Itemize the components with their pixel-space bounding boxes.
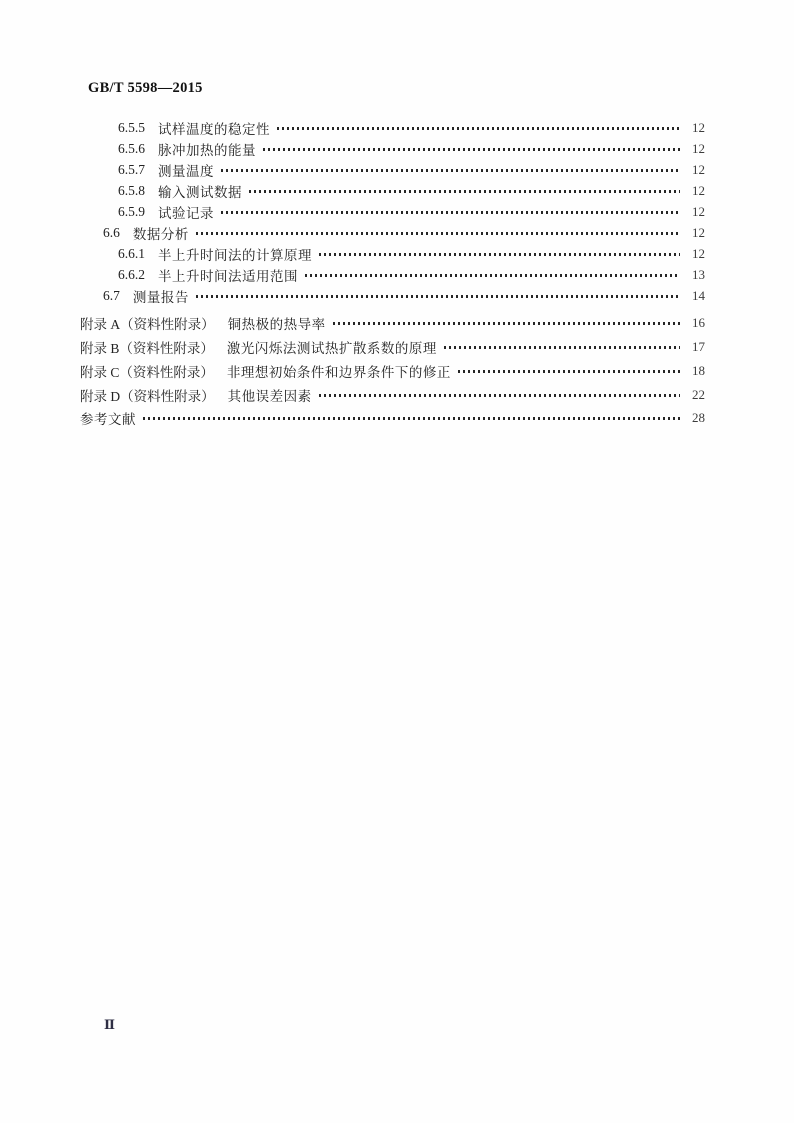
toc-entry: [80, 201, 705, 222]
dot-leader: [221, 211, 680, 214]
standard-code-header: GB/T 5598—2015: [88, 80, 203, 96]
toc-entry-page: 12: [692, 245, 705, 261]
toc-entry: [80, 285, 705, 306]
toc-entry-number: 6.5.7: [118, 161, 145, 177]
toc-entry: [80, 180, 705, 201]
toc-entry-title: 激光闪烁法测试热扩散系数的原理: [226, 341, 437, 356]
toc-entry-page: 16: [692, 315, 705, 330]
dot-leader: [263, 148, 680, 151]
toc-entry: [80, 264, 705, 285]
toc-entry: [80, 117, 705, 138]
toc-entry-page: 17: [692, 339, 705, 354]
dot-leader: [319, 253, 680, 256]
toc-entry-number: 6.6.2: [118, 266, 145, 282]
toc-entry: [80, 335, 705, 359]
toc-entry-page: 22: [692, 387, 705, 402]
toc-entry-number: 6.5.8: [118, 182, 145, 198]
toc-entry: [80, 222, 705, 243]
toc-entry-title: 测量报告: [132, 289, 189, 305]
toc-entry-page: 12: [692, 161, 705, 177]
toc-entry-page: 12: [692, 224, 705, 240]
footer-page-number: Ⅱ: [104, 1017, 115, 1032]
toc-entry-page: 28: [692, 410, 705, 425]
dot-leader: [319, 394, 680, 397]
toc-entry-page: 12: [692, 119, 705, 135]
toc-entry-number: 附录 C（资料性附录）: [80, 365, 214, 380]
toc-entry: [80, 407, 705, 429]
toc-entry-number: 附录 D（资料性附录）: [80, 389, 215, 404]
toc-entry: [80, 159, 705, 180]
toc-entry-title: 半上升时间法适用范围: [158, 268, 298, 284]
toc-entry-number: 6.5.6: [118, 140, 145, 156]
toc-entry-number: 6.5.5: [118, 119, 145, 135]
toc-entry-number: 6.6: [103, 224, 120, 240]
dot-leader: [458, 370, 680, 373]
toc-entry-number: 6.6.1: [118, 245, 145, 261]
toc-entry-number: 6.5.9: [118, 203, 145, 219]
toc-entry-title: 试验记录: [158, 205, 214, 221]
toc-entry-title: 输入测试数据: [158, 184, 242, 200]
toc-entry-title: 试样温度的稳定性: [158, 121, 270, 137]
toc-entry-title: 非理想初始条件和边界条件下的修正: [226, 365, 451, 380]
dot-leader: [249, 190, 680, 193]
dot-leader: [196, 295, 680, 298]
dot-leader: [444, 346, 680, 349]
toc-entry-page: 12: [692, 203, 705, 219]
toc-entry: [80, 383, 705, 407]
dot-leader: [277, 127, 680, 130]
toc-entry-page: 12: [692, 140, 705, 156]
toc-entry-title: 测量温度: [158, 163, 214, 179]
toc-entry-title: 脉冲加热的能量: [158, 142, 256, 158]
toc-entry-page: 12: [692, 182, 705, 198]
toc-entry: [80, 243, 705, 264]
toc-entry-number: 附录 B（资料性附录）: [80, 341, 214, 356]
toc-entry-number: 附录 A（资料性附录）: [80, 317, 215, 332]
toc-entry: [80, 311, 705, 335]
toc-entry-number: 6.7: [103, 287, 120, 303]
toc-entry-page: 14: [692, 287, 705, 303]
toc-entry-title: 其他误差因素: [227, 389, 312, 404]
toc-entry: [80, 138, 705, 159]
dot-leader: [221, 169, 680, 172]
toc-entry-title: 参考文献: [80, 412, 136, 427]
toc-entry: [80, 359, 705, 383]
dot-leader: [143, 417, 680, 420]
toc-entry-page: 18: [692, 363, 705, 378]
toc-entry-page: 13: [692, 266, 705, 282]
toc-entry-title: 半上升时间法的计算原理: [158, 247, 312, 263]
dot-leader: [333, 322, 680, 325]
dot-leader: [196, 232, 680, 235]
table-of-contents: [80, 117, 705, 429]
toc-entry-title: 铜热极的热导率: [227, 317, 326, 332]
toc-entry-title: 数据分析: [132, 226, 189, 242]
dot-leader: [305, 274, 680, 277]
